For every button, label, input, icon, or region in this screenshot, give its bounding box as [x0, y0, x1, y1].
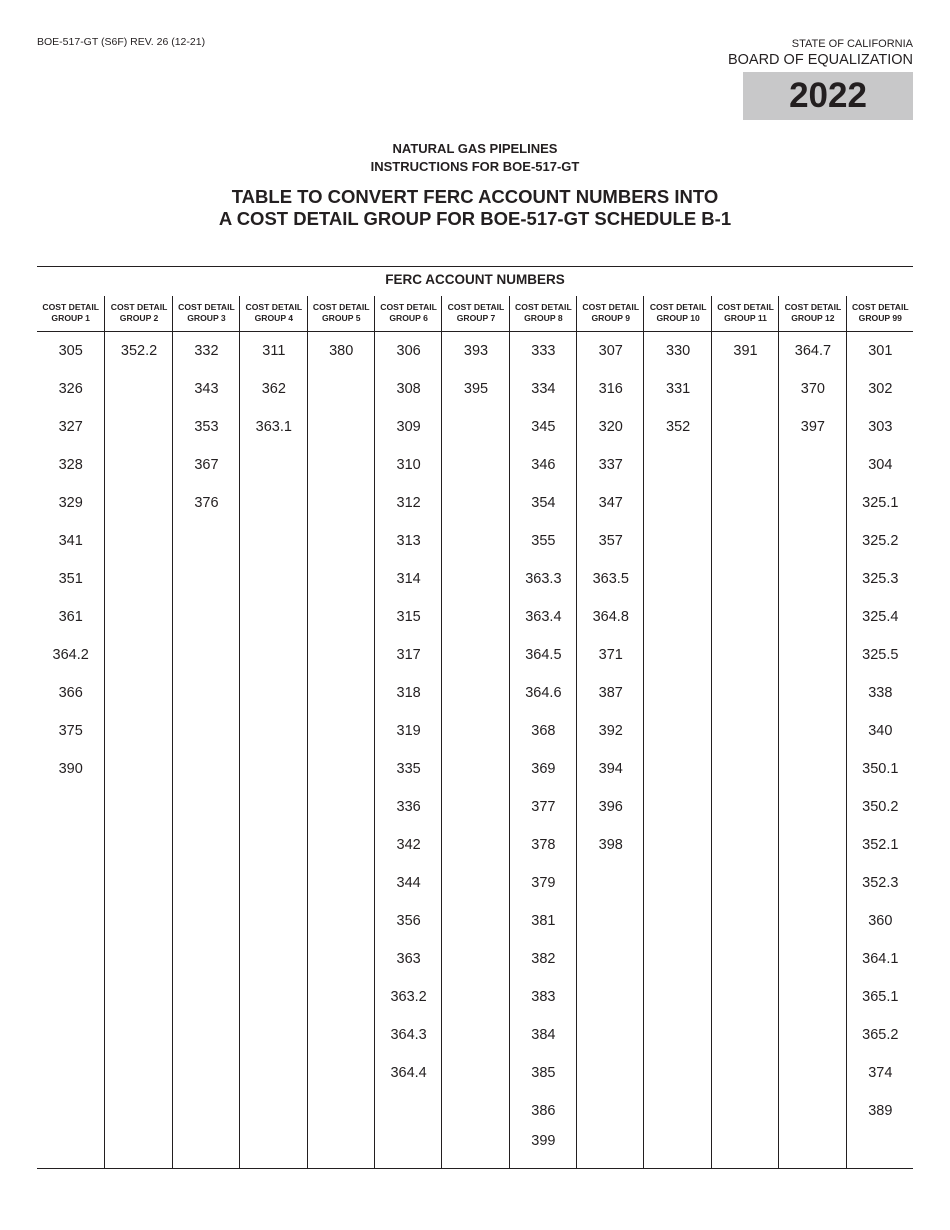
account-number-cell: 364.7 — [794, 343, 832, 359]
column-values — [442, 332, 509, 408]
account-number-cell: 392 — [598, 723, 623, 739]
account-number-cell: 377 — [531, 799, 556, 815]
account-number-cell: 364.2 — [52, 647, 89, 663]
account-number-cell: 325.3 — [862, 571, 899, 587]
account-number-cell: 357 — [598, 533, 623, 549]
table-top-rule — [37, 266, 913, 267]
account-number-cell: 309 — [396, 419, 421, 435]
account-number-cell: 333 — [531, 343, 556, 359]
column-values — [308, 332, 375, 370]
account-number-cell: 304 — [868, 457, 893, 473]
account-number-cell: 302 — [868, 381, 893, 397]
account-number-cell: 363.4 — [525, 609, 562, 625]
account-number-cell: 311 — [262, 343, 286, 359]
account-number-cell: 394 — [598, 761, 623, 777]
account-number-cell: 363.5 — [592, 571, 629, 587]
account-number-cell: 347 — [598, 495, 623, 511]
account-number-cell: 352.3 — [862, 875, 899, 891]
account-number-cell: 351 — [58, 571, 83, 587]
page-title-line-2: A COST DETAIL GROUP FOR BOE-517-GT SCHEDULE B-1 — [218, 208, 732, 229]
column-header: COST DETAIL GROUP 3 — [178, 302, 235, 323]
account-number-cell: 380 — [329, 343, 354, 359]
year-badge — [743, 72, 913, 120]
account-number-cell: 314 — [396, 571, 421, 587]
cost-detail-group-column — [576, 296, 644, 1169]
cost-detail-group-column — [239, 296, 307, 1169]
account-number-cell: 366 — [58, 685, 83, 701]
state-name: STATE OF CALIFORNIA — [791, 38, 913, 50]
column-header: COST DETAIL GROUP 9 — [582, 302, 640, 323]
column-header: COST DETAIL GROUP 2 — [110, 302, 168, 323]
account-number-cell: 398 — [598, 837, 623, 853]
account-number-cell: 365.2 — [862, 1027, 899, 1043]
account-number-cell: 391 — [733, 343, 758, 359]
account-number-cell: 350.2 — [862, 799, 899, 815]
cost-detail-group-column — [307, 296, 375, 1169]
account-number-cell: 361 — [58, 609, 83, 625]
account-number-cell: 319 — [396, 723, 421, 739]
account-number-cell: 317 — [396, 647, 421, 663]
account-number-cell: 354 — [531, 495, 556, 511]
account-number-cell: 364.1 — [862, 951, 899, 967]
column-values — [510, 332, 577, 1156]
column-values — [105, 332, 172, 370]
cost-detail-group-column — [374, 296, 442, 1169]
column-header: COST DETAIL GROUP 5 — [312, 302, 370, 323]
account-number-cell: 345 — [531, 419, 556, 435]
column-values — [644, 332, 711, 446]
cost-detail-group-column — [37, 296, 104, 1169]
cost-detail-group-column — [846, 296, 914, 1169]
account-number-cell: 327 — [58, 419, 83, 435]
year-label: 2022 — [789, 76, 867, 115]
account-number-cell: 396 — [598, 799, 623, 815]
account-number-cell: 337 — [598, 457, 623, 473]
account-number-cell: 356 — [396, 913, 421, 929]
account-number-cell: 387 — [598, 685, 623, 701]
account-number-cell: 334 — [531, 381, 556, 397]
account-number-cell: 365.1 — [862, 989, 899, 1005]
cost-detail-group-column — [441, 296, 509, 1169]
account-number-cell: 318 — [396, 685, 421, 701]
account-number-cell: 383 — [531, 989, 556, 1005]
account-number-cell: 335 — [396, 761, 421, 777]
account-number-cell: 350.1 — [862, 761, 899, 777]
account-number-cell: 384 — [531, 1027, 556, 1043]
subheading-line-2: INSTRUCTIONS FOR BOE-517-GT — [370, 159, 580, 174]
column-values — [779, 332, 846, 446]
account-number-cell: 346 — [531, 457, 556, 473]
account-number-cell: 325.4 — [862, 609, 899, 625]
account-number-cell: 390 — [58, 761, 83, 777]
column-header: COST DETAIL GROUP 8 — [515, 302, 572, 323]
account-number-cell: 352.2 — [120, 343, 158, 359]
account-number-cell: 378 — [531, 837, 556, 853]
account-number-cell: 312 — [396, 495, 421, 511]
account-number-cell: 340 — [868, 723, 893, 739]
column-values — [375, 332, 442, 1092]
account-number-cell: 329 — [58, 495, 83, 511]
account-number-cell: 371 — [598, 647, 623, 663]
account-number-cell: 374 — [868, 1065, 893, 1081]
board-name: BOARD OF EQUALIZATION — [727, 52, 913, 68]
account-number-cell: 362 — [261, 381, 286, 397]
account-number-cell: 375 — [58, 723, 83, 739]
account-number-cell: 363.1 — [255, 419, 292, 435]
account-number-cell: 364.4 — [390, 1065, 427, 1081]
cost-detail-group-column — [778, 296, 846, 1169]
account-number-cell: 305 — [58, 343, 83, 359]
form-id: BOE-517-GT (S6F) REV. 26 (12-21) — [37, 36, 206, 48]
account-number-cell: 363 — [396, 951, 421, 967]
account-number-cell: 325.2 — [862, 533, 899, 549]
table-heading: FERC ACCOUNT NUMBERS — [385, 272, 565, 287]
ferc-conversion-table — [37, 266, 913, 1169]
column-header: COST DETAIL GROUP 1 — [42, 302, 100, 323]
account-number-cell: 343 — [194, 381, 219, 397]
account-number-cell: 301 — [868, 343, 893, 359]
account-number-cell: 336 — [396, 799, 421, 815]
account-number-cell: 376 — [194, 495, 219, 511]
account-number-cell: 310 — [396, 457, 421, 473]
column-values — [173, 332, 240, 522]
column-header: COST DETAIL GROUP 99 — [851, 302, 909, 323]
account-number-cell: 315 — [396, 609, 421, 625]
account-number-cell: 320 — [598, 419, 623, 435]
account-number-cell: 363.2 — [390, 989, 427, 1005]
account-number-cell: 332 — [194, 343, 219, 359]
account-number-cell: 341 — [58, 533, 83, 549]
account-number-cell: 355 — [531, 533, 556, 549]
account-number-cell: 385 — [531, 1065, 556, 1081]
account-number-cell: 308 — [396, 381, 421, 397]
account-number-cell: 338 — [868, 685, 893, 701]
account-number-cell: 344 — [396, 875, 421, 891]
account-number-cell: 370 — [800, 381, 825, 397]
account-number-cell: 364.3 — [390, 1027, 427, 1043]
column-values — [240, 332, 307, 446]
column-header: COST DETAIL GROUP 11 — [717, 302, 774, 323]
account-number-cell: 352 — [666, 419, 691, 435]
account-number-cell: 303 — [868, 419, 893, 435]
account-number-cell: 316 — [598, 381, 623, 397]
account-number-cell: 367 — [194, 457, 219, 473]
column-header: COST DETAIL GROUP 4 — [245, 302, 303, 323]
account-number-cell: 331 — [666, 381, 691, 397]
account-number-cell: 382 — [531, 951, 556, 967]
page-title-line-1: TABLE TO CONVERT FERC ACCOUNT NUMBERS INTO — [231, 186, 719, 207]
column-values — [37, 332, 104, 788]
column-values — [577, 332, 644, 864]
account-number-cell: 328 — [58, 457, 83, 473]
column-header: COST DETAIL GROUP 7 — [447, 302, 505, 323]
account-number-cell: 364.5 — [525, 647, 562, 663]
account-number-cell: 389 — [868, 1103, 893, 1119]
account-number-cell: 368 — [531, 723, 556, 739]
account-number-cell: 330 — [666, 343, 691, 359]
cost-detail-group-column — [643, 296, 711, 1169]
account-number-cell: 369 — [531, 761, 556, 777]
column-header: COST DETAIL GROUP 6 — [380, 302, 437, 323]
column-values — [847, 332, 914, 1130]
account-number-cell: 342 — [396, 837, 421, 853]
account-number-cell: 393 — [463, 343, 489, 359]
cost-detail-group-column — [104, 296, 172, 1169]
column-values — [712, 332, 779, 370]
account-number-cell: 386 — [531, 1103, 556, 1119]
cost-detail-group-column — [172, 296, 240, 1169]
column-header: COST DETAIL GROUP 12 — [784, 302, 842, 323]
account-number-cell: 395 — [463, 381, 489, 397]
account-number-cell: 352.1 — [862, 837, 899, 853]
account-number-cell: 306 — [396, 343, 421, 359]
account-number-cell: 397 — [800, 419, 825, 435]
account-number-cell: 325.1 — [862, 495, 899, 511]
column-header: COST DETAIL GROUP 10 — [649, 302, 707, 323]
subheading-line-1: NATURAL GAS PIPELINES — [392, 141, 558, 156]
account-number-cell: 326 — [58, 381, 83, 397]
account-number-cell: 379 — [531, 875, 556, 891]
account-number-cell: 364.8 — [592, 609, 629, 625]
cost-detail-group-column — [711, 296, 779, 1169]
account-number-cell: 325.5 — [862, 647, 899, 663]
account-number-cell: 363.3 — [525, 571, 562, 587]
account-number-cell: 399 — [531, 1133, 556, 1149]
account-number-cell: 364.6 — [525, 685, 562, 701]
account-number-cell: 360 — [868, 913, 893, 929]
account-number-cell: 313 — [396, 533, 421, 549]
account-number-cell: 353 — [194, 419, 219, 435]
account-number-cell: 381 — [531, 913, 556, 929]
cost-detail-group-column — [509, 296, 577, 1169]
account-number-cell: 307 — [598, 343, 623, 359]
